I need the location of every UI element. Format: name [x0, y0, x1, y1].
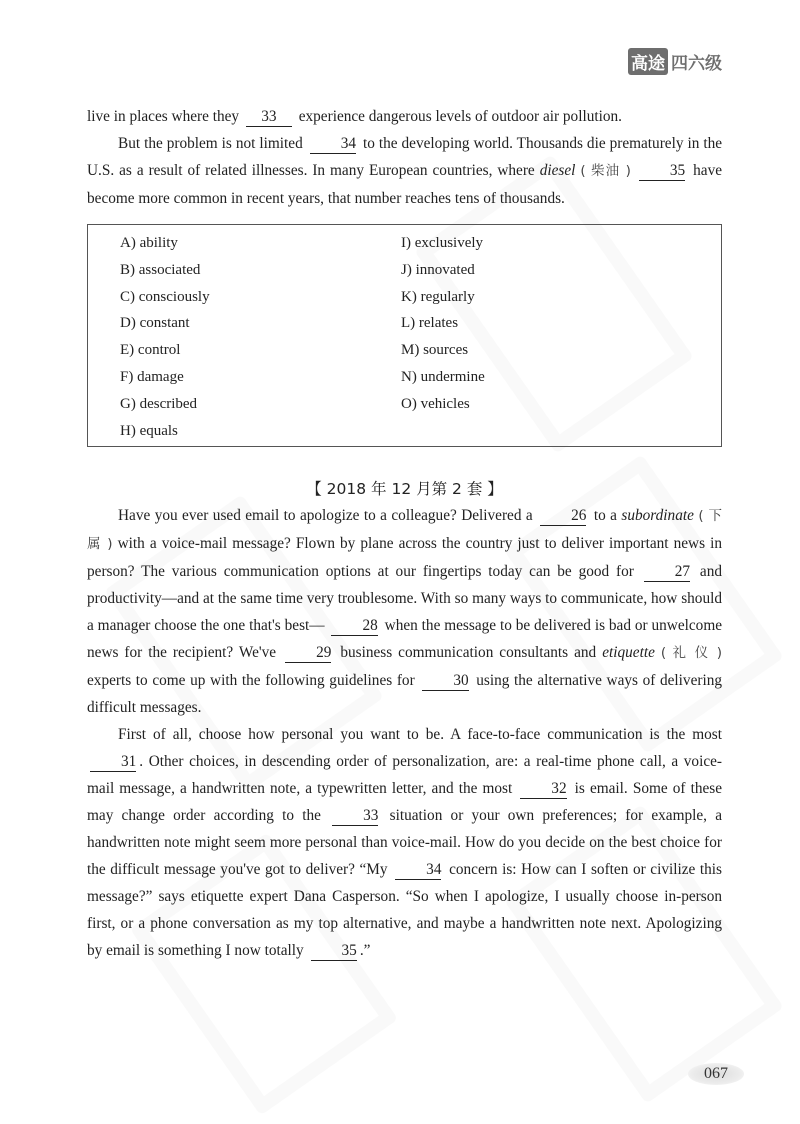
vocab-term-etiquette: etiquette [602, 644, 655, 662]
blank-34: 34 [395, 861, 441, 880]
vocab-term-diesel: diesel [539, 162, 576, 179]
option-k: K) regularly [401, 288, 475, 305]
option-m: M) sources [401, 342, 469, 359]
text: using the alternative ways of delivering difficult messages. [87, 672, 723, 717]
text: and productivity—and at the same time very troublesome. With so many ways to communicate, how should a manager choose the one that's best— [87, 563, 723, 635]
section2-paragraph-2 [87, 721, 722, 964]
chinese-gloss: ( 柴油 ) [580, 163, 631, 179]
text: Have you ever used email to apologize to a colleague? Delivered a [118, 507, 533, 525]
text: live in places where they [87, 108, 240, 125]
section-title: 【 2018 年 12 月第 2 套 】 [306, 480, 503, 499]
option-l: L) relates [401, 315, 459, 332]
text: business communication consultants and [340, 644, 597, 662]
page-content [87, 103, 722, 964]
blank-34: 34 [310, 135, 356, 154]
blank-28: 28 [331, 617, 377, 636]
option-d: D) constant [120, 315, 190, 332]
brand-text: 四六级 [671, 54, 722, 74]
vocab-term-subordinate: subordinate [621, 507, 694, 525]
option-j: J) innovated [401, 261, 475, 278]
chinese-gloss: ( 下属 ) [87, 508, 722, 553]
text: to the developing world. Thousands die prematurely in the U.S. as a result of related illnesses. In many European countries, where [87, 135, 723, 179]
blank-27: 27 [644, 563, 690, 582]
chinese-gloss: ( 礼 仪 ) [660, 645, 723, 662]
text: experts to come up with the following guidelines for [87, 672, 415, 690]
text: have become more common in recent years, that number reaches tens of thousands. [87, 162, 723, 207]
blank-35: 35 [311, 942, 357, 961]
text: .” [359, 942, 371, 960]
option-b: B) associated [120, 261, 201, 278]
text: with a voice-mail message? Flown by plane across the country just to deliver important news in person? The various communication options at our fingertips today can be good for [87, 535, 722, 581]
text: situation or your own preferences; for example, a handwritten note might seem more personal than voice-mail. How do you decide on the best choice for the difficult message you've got to deliver? “My [87, 807, 722, 879]
blank-32: 32 [520, 780, 566, 799]
section2-paragraph-1 [87, 502, 722, 721]
blank-30: 30 [422, 672, 468, 691]
blank-33: 33 [246, 108, 292, 127]
text: is email. Some of these may change order according to the [87, 780, 722, 825]
passage1-paragraph-1 [87, 103, 722, 130]
passage1-paragraph-2 [87, 130, 722, 212]
blank-31: 31 [90, 753, 136, 772]
text: First of all, choose how personal you want to be. A face-to-face communication is the most [118, 726, 722, 744]
option-c: C) consciously [120, 288, 210, 305]
option-g: G) described [120, 395, 198, 412]
option-h: H) equals [120, 422, 178, 439]
option-i: I) exclusively [401, 235, 484, 251]
text: concern is: How can I soften or civilize this message?” says etiquette expert Dana Casperson. “So when I apologize, I usually choose in-person first, or a phone conversation as my top alternative, and maybe a handwritten note next. Apologizing by email is something I now totally [87, 861, 723, 960]
brand-badge: 高途 [628, 48, 668, 75]
header-brand-logo [628, 48, 722, 75]
blank-29: 29 [285, 644, 331, 663]
option-a: A) ability [120, 235, 178, 251]
option-e: E) control [120, 342, 181, 359]
text: when the message to be delivered is bad or unwelcome news for the recipient? We've [87, 617, 723, 662]
option-f: F) damage [120, 368, 184, 385]
blank-35: 35 [639, 162, 685, 181]
text: . Other choices, in descending order of personalization, are: a real-time phone call, a voice-mail message, a handwritten note, a typewritten letter, and the most [87, 753, 722, 798]
text: But the problem is not limited [118, 135, 303, 152]
option-n: N) undermine [401, 368, 485, 385]
text: experience dangerous levels of outdoor air pollution. [298, 108, 622, 125]
option-o: O) vehicles [401, 395, 470, 412]
page-number: 067 [688, 1063, 744, 1085]
blank-26: 26 [540, 507, 586, 526]
blank-33: 33 [332, 807, 378, 826]
word-bank-box [87, 224, 722, 447]
text: to a [593, 507, 617, 525]
